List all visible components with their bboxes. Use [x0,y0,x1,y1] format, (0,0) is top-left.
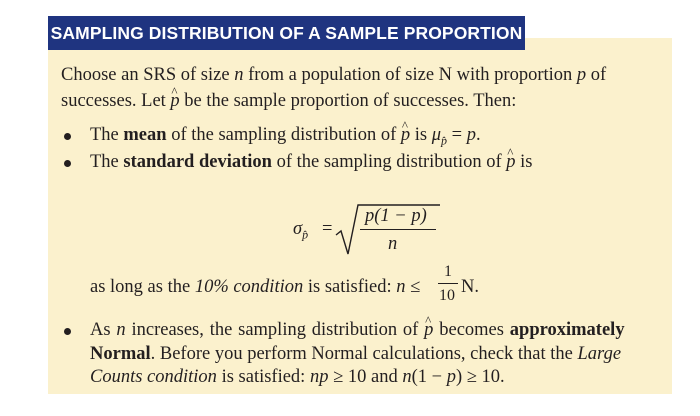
bullet-3-line-3: Counts condition is satisfied: np ≥ 10 and n(1 − p) ≥ 10. [90,367,505,387]
ten-percent-condition: as long as the 10% condition is satisfied: n ≤ [90,277,421,297]
condition-fraction-bar [438,283,458,284]
formula-numerator: p(1 − p) [365,206,427,226]
formula-sigma: $\sigma_{p̂}$ [293,219,309,242]
p-hat-symbol: ^ p [506,153,515,172]
bullet-1-mean: The mean of the sampling distribution of ^ p is $\mu_{p̂} = p$. [90,126,481,147]
condition-fraction-numerator: 1 [444,263,452,280]
bullet-3-line-1: As n increases, the sampling distribution of ^ p becomes approximately [90,321,625,340]
p-hat-symbol: ^ p [401,126,410,145]
intro-line-2: successes. Let ^ p be the sample proportion of successes. Then: [61,92,516,111]
condition-fraction-denominator: 10 [439,287,455,304]
p-hat-symbol: ^ p [170,92,179,111]
condition-N: N. [461,277,479,297]
intro-line-1: Choose an SRS of size n from a population of size N with proportion p of [61,65,607,85]
bullet-3-line-2: Normal. Before you perform Normal calculations, check that the Large [90,344,622,364]
p-hat-symbol: ^ p [424,321,433,340]
bullet-2-sd: The standard deviation of the sampling distribution of ^ p is [90,153,532,172]
bullet-2-marker [64,160,71,167]
formula-denominator: n [388,234,398,254]
bullet-3-marker [64,328,71,335]
formula-equals: = [322,219,333,239]
page-title: SAMPLING DISTRIBUTION OF A SAMPLE PROPORTION [50,22,523,43]
bullet-1-marker [64,133,71,140]
title-bar [48,16,525,50]
formula-fraction-bar [360,229,436,230]
